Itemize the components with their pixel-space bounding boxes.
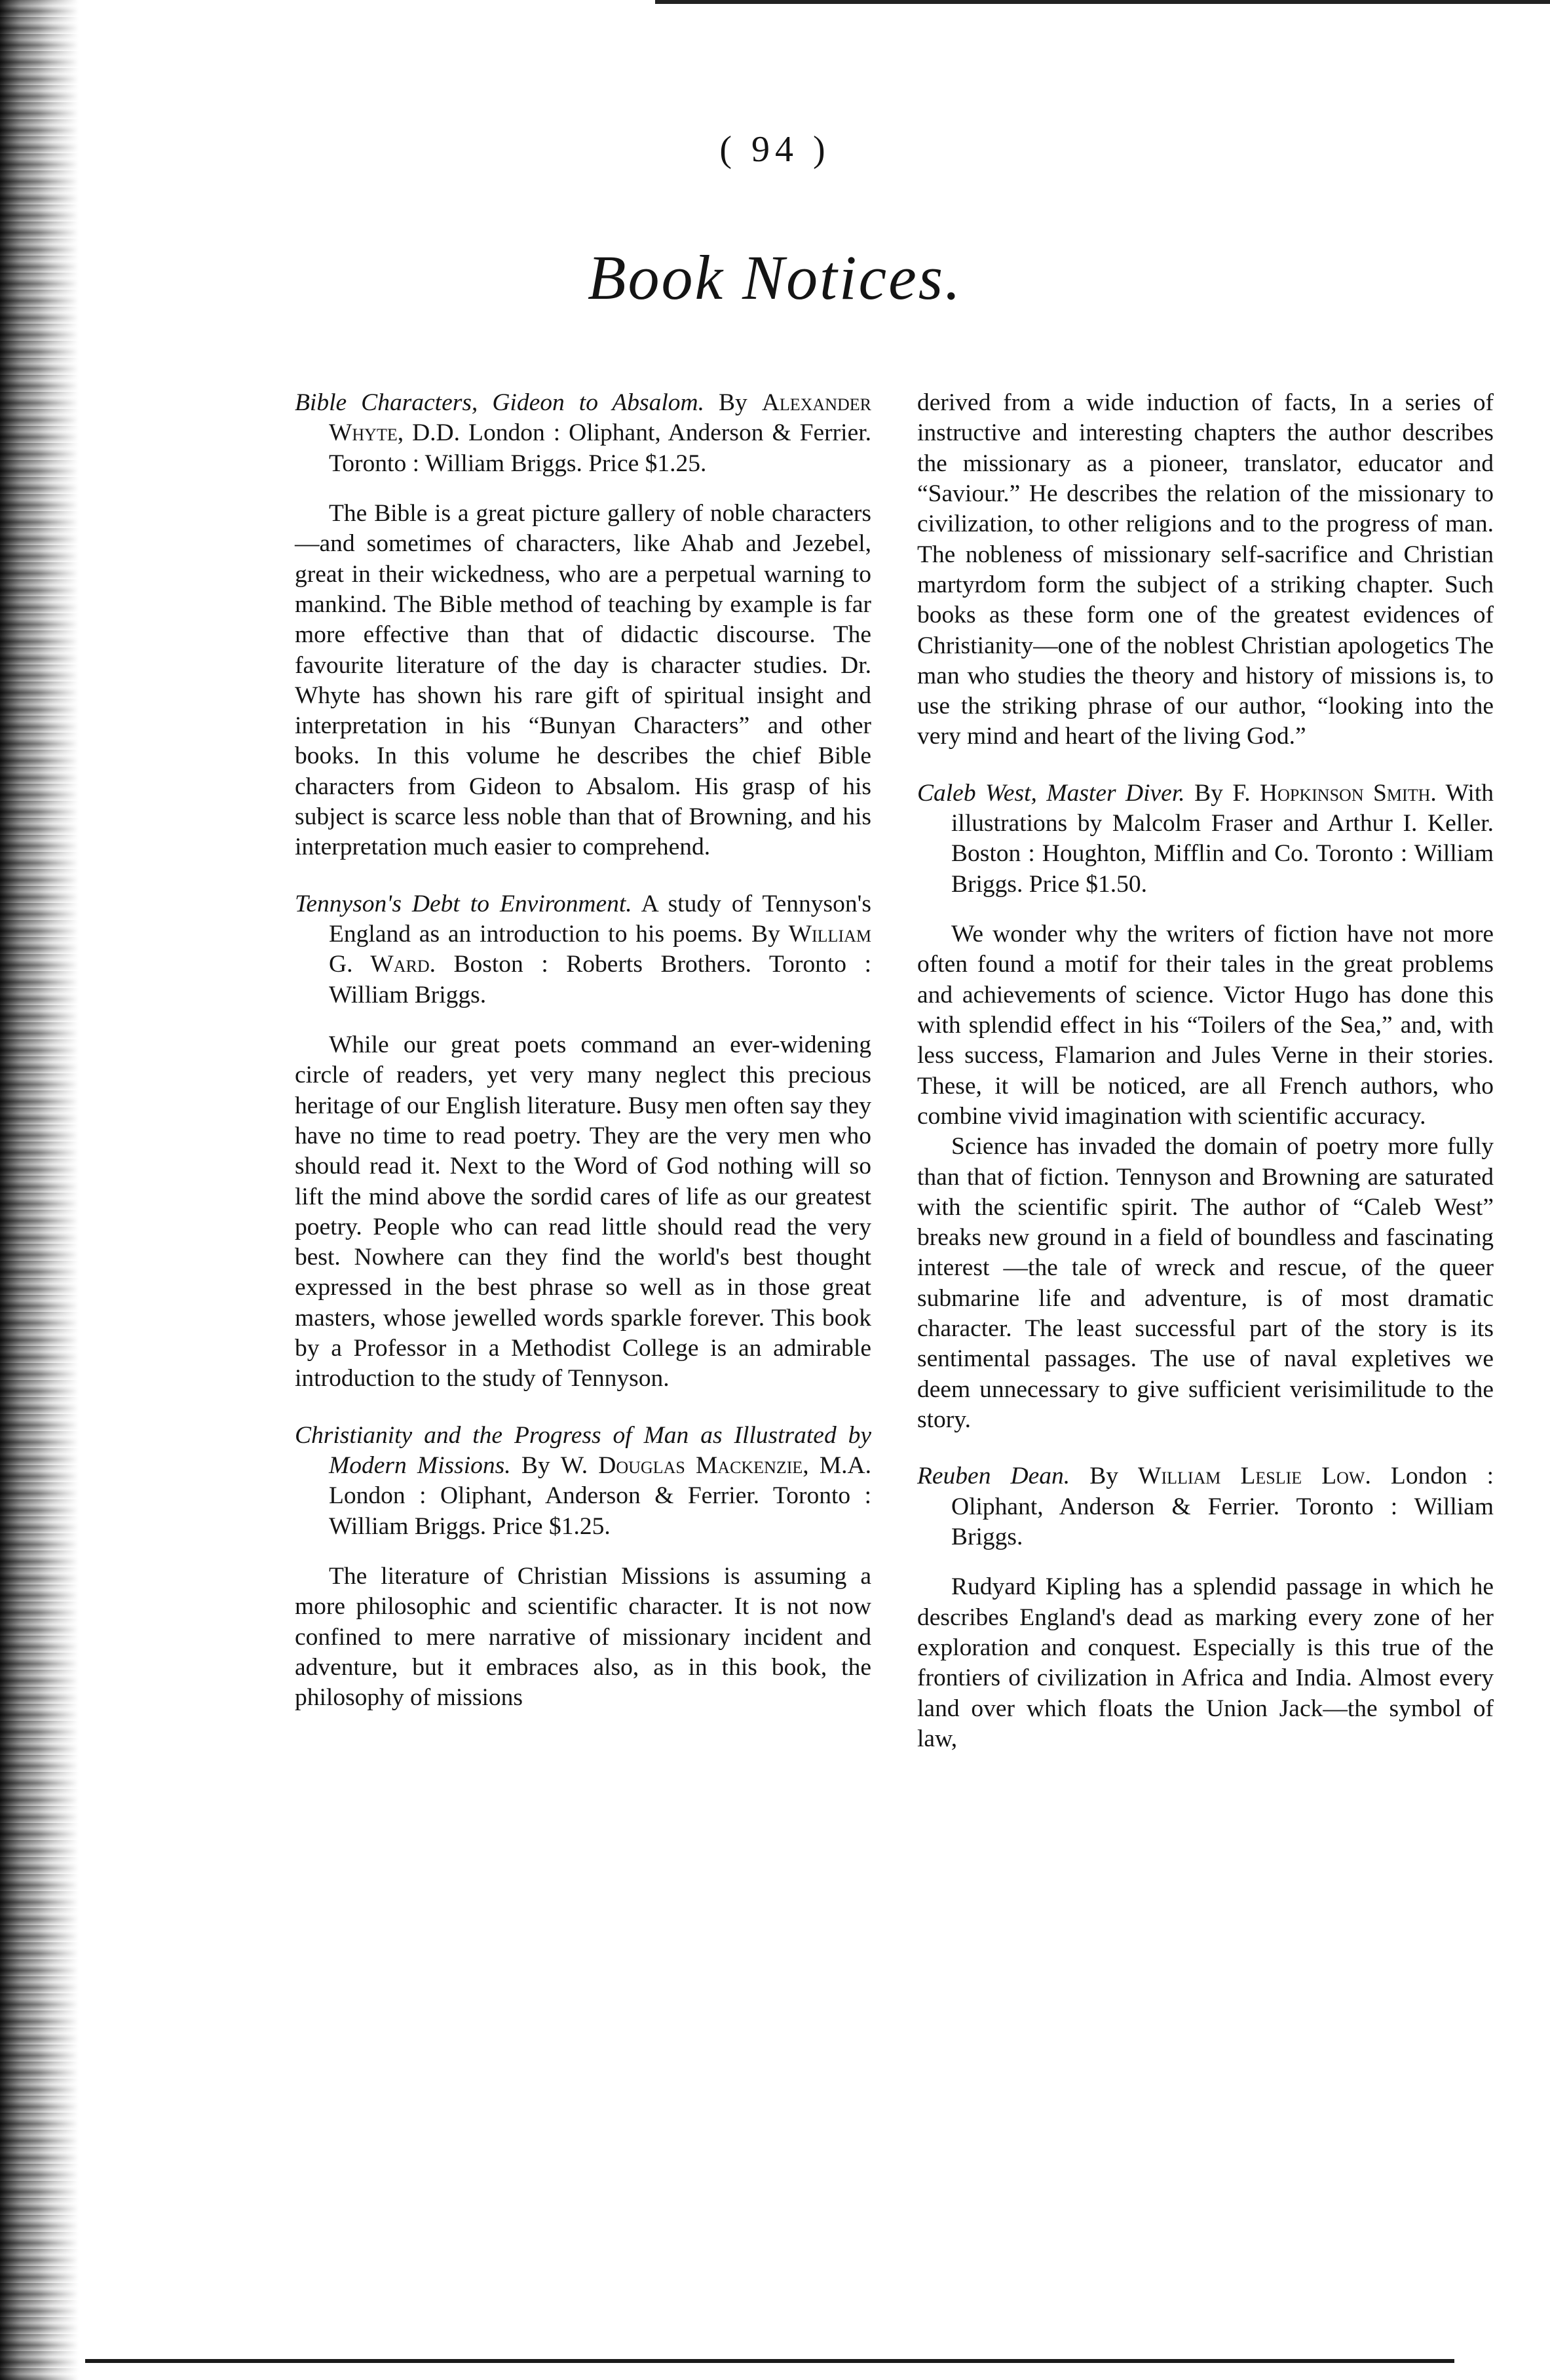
- right-column: [917, 388, 1494, 1780]
- top-rule: [655, 0, 1550, 4]
- book-notice-tennyson: [295, 889, 871, 1394]
- by-word: By: [521, 1452, 550, 1479]
- book-notice-bible-characters: [295, 388, 871, 863]
- citation: [295, 1421, 871, 1542]
- book-publisher: London : Oliphant, Anderson & Ferrier. Toronto : William Briggs.: [951, 1463, 1494, 1550]
- book-publisher: Boston : Roberts Brothers. Toronto : William Briggs.: [329, 951, 872, 1008]
- review-paragraph: We wonder why the writers of fiction have not more often found a motif for their tales in the great problems and achievements of science. Victor Hugo has done this with splendid effect in his “Toilers of the Sea,” and, with less success, Flamarion and Jules Verne in their stories. These, it will be noticed, are all French authors, who combine vivid imagination with scientific accuracy.: [917, 921, 1494, 1130]
- book-notice-christianity: [295, 1421, 871, 1714]
- book-notice-caleb-west: [917, 778, 1494, 1436]
- citation: [917, 1461, 1494, 1552]
- book-notice-reuben-dean: [917, 1461, 1494, 1754]
- book-title: Christianity and the Progress of Man as Illustrated by Modern Missions.: [295, 1421, 871, 1479]
- left-column: [295, 388, 871, 1740]
- citation: [295, 889, 871, 1010]
- page-edge-fade: [0, 0, 79, 2380]
- bottom-rule: [85, 2359, 1454, 2363]
- section-title: Book Notices.: [587, 242, 963, 313]
- book-publisher: London : Oliphant, Anderson & Ferrier. Toronto : William Briggs. Price $1.25.: [329, 1482, 871, 1540]
- continued-paragraph: derived from a wide induction of facts, In a series of instructive and interesting chapters the author describes the missionary as a pioneer, translator, educator and “Saviour.” He describes the relation of the missionary to civilization, to other religions and to the progress of man. The nobleness of missionary self-sacrifice and Christian martyrdom form the subject of a striking chapter. Such books as these form one of the greatest evidences of Christianity—one of the noblest Christian apologetics The man who studies the theory and history of missions is, to use the striking phrase of our author, “looking into the very mind and heart of the living God.”: [917, 389, 1494, 750]
- by-word: By: [719, 389, 747, 416]
- review-continuation: [917, 388, 1494, 752]
- book-author: William G. Ward.: [329, 921, 871, 978]
- book-title: Tennyson's Debt to Environment.: [295, 890, 632, 917]
- review-paragraph: Rudyard Kipling has a splendid passage in which he describes England's dead as marking every zone of her exploration and conquest. Especially is this true of the frontiers of civilization in Africa and India. Almost every land over which floats the Union Jack—the symbol of law,: [917, 1573, 1494, 1752]
- book-author: Alexander Whyte, D.D.: [329, 389, 871, 447]
- book-title: Reuben Dean.: [917, 1463, 1070, 1490]
- review-paragraph: Science has invaded the domain of poetry more fully than that of fiction. Tennyson and Browning are saturated with the scientific spirit. The author of “Caleb West” breaks new ground in a field of boundless and fascinating interest —the tale of wreck and rescue, of the queer submarine life and adventure, is of most dramatic character. The least successful part of the story is its sentimental passages. The use of naval expletives we deem unnecessary to give sufficient verisimilitude to the story.: [917, 1133, 1494, 1433]
- book-author: F. Hopkinson Smith.: [1232, 779, 1437, 807]
- book-author: W. Douglas Mackenzie, M.A.: [560, 1452, 871, 1479]
- citation: [295, 388, 871, 479]
- review-paragraph: The Bible is a great picture gallery of noble characters—and sometimes of characters, like Ahab and Jezebel, great in their wickedness, who are a perpetual warning to mankind. The Bible method of teaching by example is far more effective than that of didactic discourse. The favourite literature of the day is character studies. Dr. Whyte has shown his rare gift of spiritual insight and interpretation in his “Bunyan Characters” and other books. In this volume he describes the chief Bible characters from Gideon to Absalom. His grasp of his subject is scarce less noble than that of Browning, and his interpretation much easier to comprehend.: [295, 499, 871, 861]
- page-number: ( 94 ): [719, 129, 831, 170]
- review-body: [295, 1030, 871, 1394]
- review-paragraph: The literature of Christian Missions is assuming a more philosophic and scientific character. It is not now confined to mere narrative of missionary incident and adventure, but it embraces also, as in this book, the philosophy of missions: [295, 1562, 871, 1712]
- review-body: [295, 499, 871, 863]
- review-paragraph: While our great poets command an ever-widening circle of readers, yet very many neglect this precious heritage of our English literature. Busy men often say they have no time to read poetry. They are the very men who should read it. Next to the Word of God nothing will so lift the mind above the sordid cares of life as our greatest poetry. People who can read little should read the very best. Nowhere can they find the world's best thought expressed in the best phrase so well as in those great masters, whose jewelled words sparkle forever. This book by a Professor in a Methodist College is an admirable introduction to the study of Tennyson.: [295, 1031, 871, 1392]
- book-subtitle: A study of Tennyson's England as an introduction to his poems.: [329, 890, 871, 948]
- book-publisher: London : Oliphant, Anderson & Ferrier. Toronto : William Briggs. Price $1.25.: [329, 419, 872, 477]
- book-publisher: With illustrations by Malcolm Fraser and Arthur I. Keller. Boston : Houghton, Mifflin and Co. Toronto : William Briggs. Price $1.50.: [951, 779, 1494, 898]
- book-title: Bible Characters, Gideon to Absalom.: [295, 389, 704, 416]
- by-word: By: [1089, 1463, 1118, 1490]
- review-body: [295, 1562, 871, 1714]
- book-title: Caleb West, Master Diver.: [917, 779, 1185, 807]
- by-word: By: [1194, 779, 1223, 807]
- review-body: [917, 919, 1494, 1435]
- review-body: [917, 1572, 1494, 1754]
- citation: [917, 778, 1494, 900]
- by-word: By: [751, 921, 780, 948]
- book-author: William Leslie Low.: [1138, 1463, 1371, 1490]
